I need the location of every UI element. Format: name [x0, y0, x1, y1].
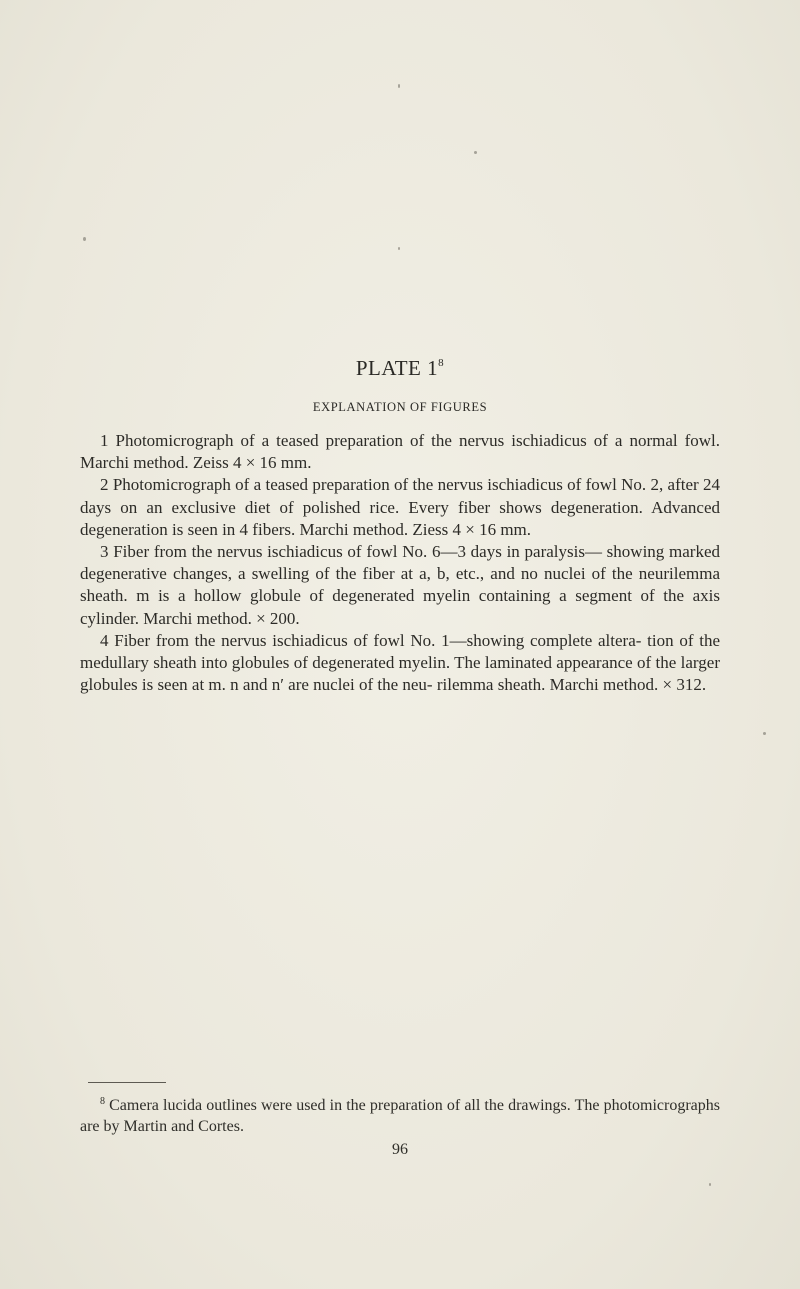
figure-explanations: [80, 430, 720, 696]
footnote: [80, 1092, 720, 1137]
paper-speck: [763, 732, 766, 735]
paper-speck: [83, 237, 86, 241]
plate-title: [0, 356, 800, 381]
plate-title-text: PLATE 1: [355, 356, 439, 380]
plate-footnote-ref: 8: [438, 357, 445, 369]
footnote-marker: 8: [100, 1096, 105, 1107]
footnote-divider: [88, 1082, 166, 1083]
figure-explanation-3: 3 Fiber from the nervus ischiadicus of fowl No. 6—3 days in paralysis— showing marked degenerative changes, a swelling of the fiber at a, b, etc., and no nuclei of the neurilemma sheath. m is a hollow globule of degenerated myelin containing a segment of the axis cylinder. Marchi method. × 200.: [80, 542, 720, 628]
paper-speck: [398, 247, 400, 250]
paper-speck: [709, 1183, 711, 1186]
figure-explanation-4: 4 Fiber from the nervus ischiadicus of fowl No. 1—showing complete altera- tion of the medullary sheath into globules of degenerated myelin. The laminated appearance of the larger globules is seen at m. n and n′ are nuclei of the neu- rilemma sheath. Marchi method. × 312.: [80, 630, 720, 695]
footnote-text: Camera lucida outlines were used in the preparation of all the drawings. The photomicrographs are by Martin and Cortes.: [80, 1097, 721, 1135]
paper-speck: [398, 84, 400, 88]
figure-explanation-1: 1 Photomicrograph of a teased preparation of the nervus ischiadicus of a normal fowl. Marchi method. Zeiss 4 × 16 mm.: [80, 431, 720, 473]
page-number: 96: [392, 1141, 408, 1158]
section-title: EXPLANATION OF FIGURES: [312, 400, 488, 414]
figure-explanation-2: 2 Photomicrograph of a teased preparation of the nervus ischiadicus of fowl No. 2, after 24 days on an exclusive diet of polished rice. Every fiber shows degeneration. Advanced degeneration is seen in 4 fibers. Marchi method. Ziess 4 × 16 mm.: [80, 475, 720, 539]
paper-speck: [474, 151, 477, 154]
